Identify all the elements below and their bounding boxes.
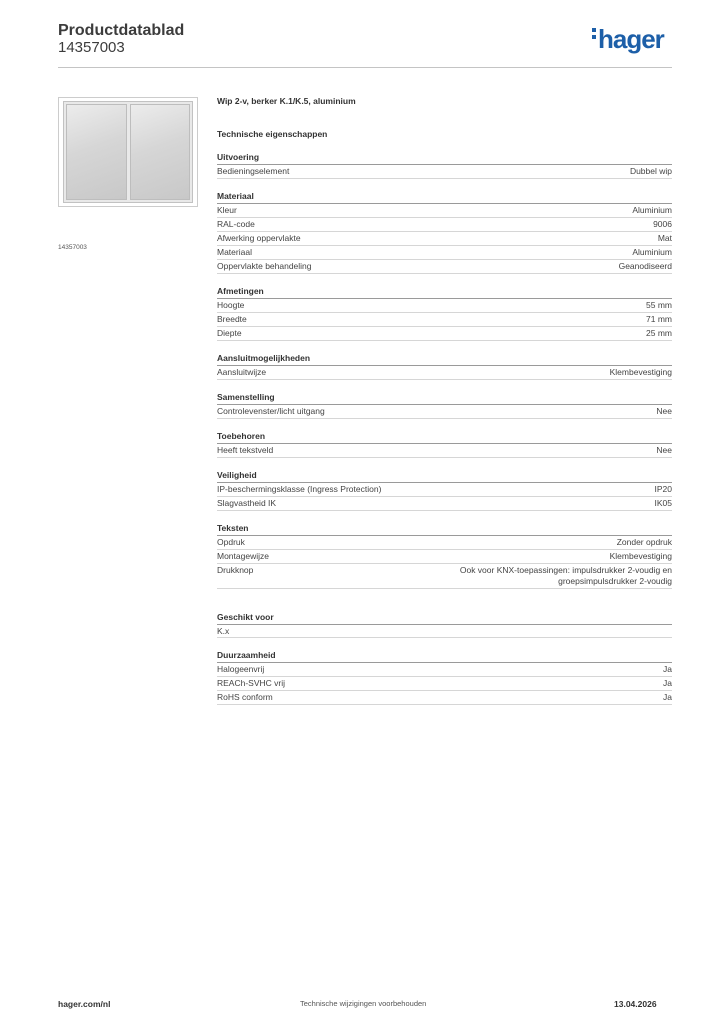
spec-label: REACh-SVHC vrij <box>217 678 286 688</box>
spec-value: Ja <box>663 664 672 674</box>
spec-label: Breedte <box>217 314 247 324</box>
spec-row <box>217 625 672 638</box>
product-name: Wip 2-v, berker K.1/K.5, aluminium <box>217 96 356 106</box>
spec-row <box>217 246 672 260</box>
product-code: 14357003 <box>58 39 125 56</box>
image-caption: 14357003 <box>58 244 87 251</box>
section-title: Uitvoering <box>217 152 672 165</box>
spec-section <box>217 191 672 274</box>
spec-label: K.x <box>217 626 230 636</box>
spec-value: Ook voor KNX-toepassingen: impulsdrukker 2-voudig en groepsimpulsdrukker 2-voudig <box>459 565 672 586</box>
spec-value: Mat <box>657 233 672 243</box>
spec-row <box>217 204 672 218</box>
section-title: Duurzaamheid <box>217 650 672 663</box>
spec-row <box>217 550 672 564</box>
footer-website: hager.com/nl <box>58 999 111 1009</box>
spec-value: 71 mm <box>646 314 672 324</box>
spec-value: Aluminium <box>632 205 672 215</box>
spec-heading: Technische eigenschappen <box>217 129 328 139</box>
spec-value: Ja <box>663 692 672 702</box>
logo-text: hager <box>598 24 664 54</box>
logo-dots-icon <box>592 28 596 42</box>
section-title: Teksten <box>217 523 672 536</box>
spec-label: Drukknop <box>217 565 254 575</box>
spec-content <box>217 96 672 705</box>
spec-row <box>217 691 672 705</box>
spec-row <box>217 313 672 327</box>
rocker-left-image <box>66 104 127 200</box>
spec-label: Heeft tekstveld <box>217 445 274 455</box>
spec-value: IP20 <box>654 484 672 494</box>
footer-date: 13.04.2026 <box>614 999 657 1009</box>
spec-label: Aansluitwijze <box>217 367 267 377</box>
spec-value: Nee <box>656 406 672 416</box>
section-title: Materiaal <box>217 191 672 204</box>
spec-section <box>217 431 672 458</box>
section-title: Afmetingen <box>217 286 672 299</box>
spec-row <box>217 366 672 380</box>
hager-logo <box>592 26 664 52</box>
spec-value: Aluminium <box>632 247 672 257</box>
spec-label: Halogeenvrij <box>217 664 265 674</box>
spec-label: Controlevenster/licht uitgang <box>217 406 325 416</box>
spec-row <box>217 536 672 550</box>
spec-section <box>217 470 672 511</box>
spec-label: IP-beschermingsklasse (Ingress Protection) <box>217 484 382 494</box>
spec-section <box>217 353 672 380</box>
spec-row <box>217 327 672 341</box>
spec-label: Hoogte <box>217 300 245 310</box>
spec-row <box>217 218 672 232</box>
spec-row <box>217 232 672 246</box>
spec-label: Afwerking oppervlakte <box>217 233 301 243</box>
product-image-frame <box>58 97 198 207</box>
spec-value: IK05 <box>654 498 672 508</box>
spec-row <box>217 483 672 497</box>
spec-row <box>217 497 672 511</box>
spec-row <box>217 564 672 589</box>
spec-value: 25 mm <box>646 328 672 338</box>
spec-value: Ja <box>663 678 672 688</box>
spec-value: Dubbel wip <box>629 166 672 176</box>
spec-row <box>217 444 672 458</box>
footer-disclaimer: Technische wijzigingen voorbehouden <box>300 999 427 1008</box>
spec-label: Montagewijze <box>217 551 269 561</box>
spec-value: 9006 <box>653 219 672 229</box>
spec-row <box>217 165 672 179</box>
spec-label: Kleur <box>217 205 237 215</box>
header-divider <box>58 67 672 68</box>
spec-section <box>217 152 672 179</box>
spec-section <box>217 523 672 589</box>
product-image <box>63 101 193 203</box>
spec-row <box>217 299 672 313</box>
spec-value: Zonder opdruk <box>616 537 672 547</box>
spec-value: Klembevestiging <box>609 551 672 561</box>
spec-row <box>217 677 672 691</box>
spec-section <box>217 286 672 341</box>
spec-row <box>217 405 672 419</box>
spec-label: Opdruk <box>217 537 245 547</box>
spec-row <box>217 260 672 274</box>
spec-value: Klembevestiging <box>609 367 672 377</box>
spec-label: Bedieningselement <box>217 166 290 176</box>
spec-value: 55 mm <box>646 300 672 310</box>
section-title: Samenstelling <box>217 392 672 405</box>
spec-label: Slagvastheid IK <box>217 498 277 508</box>
spec-label: Materiaal <box>217 247 252 257</box>
spec-sections <box>217 152 672 705</box>
spec-section <box>217 650 672 705</box>
page-title: Productdatablad <box>58 22 185 39</box>
spec-label: Oppervlakte behandeling <box>217 261 312 271</box>
section-title: Veiligheid <box>217 470 672 483</box>
spec-section <box>217 392 672 419</box>
rocker-right-image <box>130 104 191 200</box>
spec-label: RoHS conform <box>217 692 273 702</box>
spec-label: RAL-code <box>217 219 255 229</box>
spec-value: Nee <box>656 445 672 455</box>
section-title: Aansluitmogelijkheden <box>217 353 672 366</box>
section-title: Geschikt voor <box>217 612 672 625</box>
section-title: Toebehoren <box>217 431 672 444</box>
spec-label: Diepte <box>217 328 242 338</box>
spec-row <box>217 663 672 677</box>
spec-section <box>217 612 672 638</box>
spec-value: Geanodiseerd <box>618 261 672 271</box>
